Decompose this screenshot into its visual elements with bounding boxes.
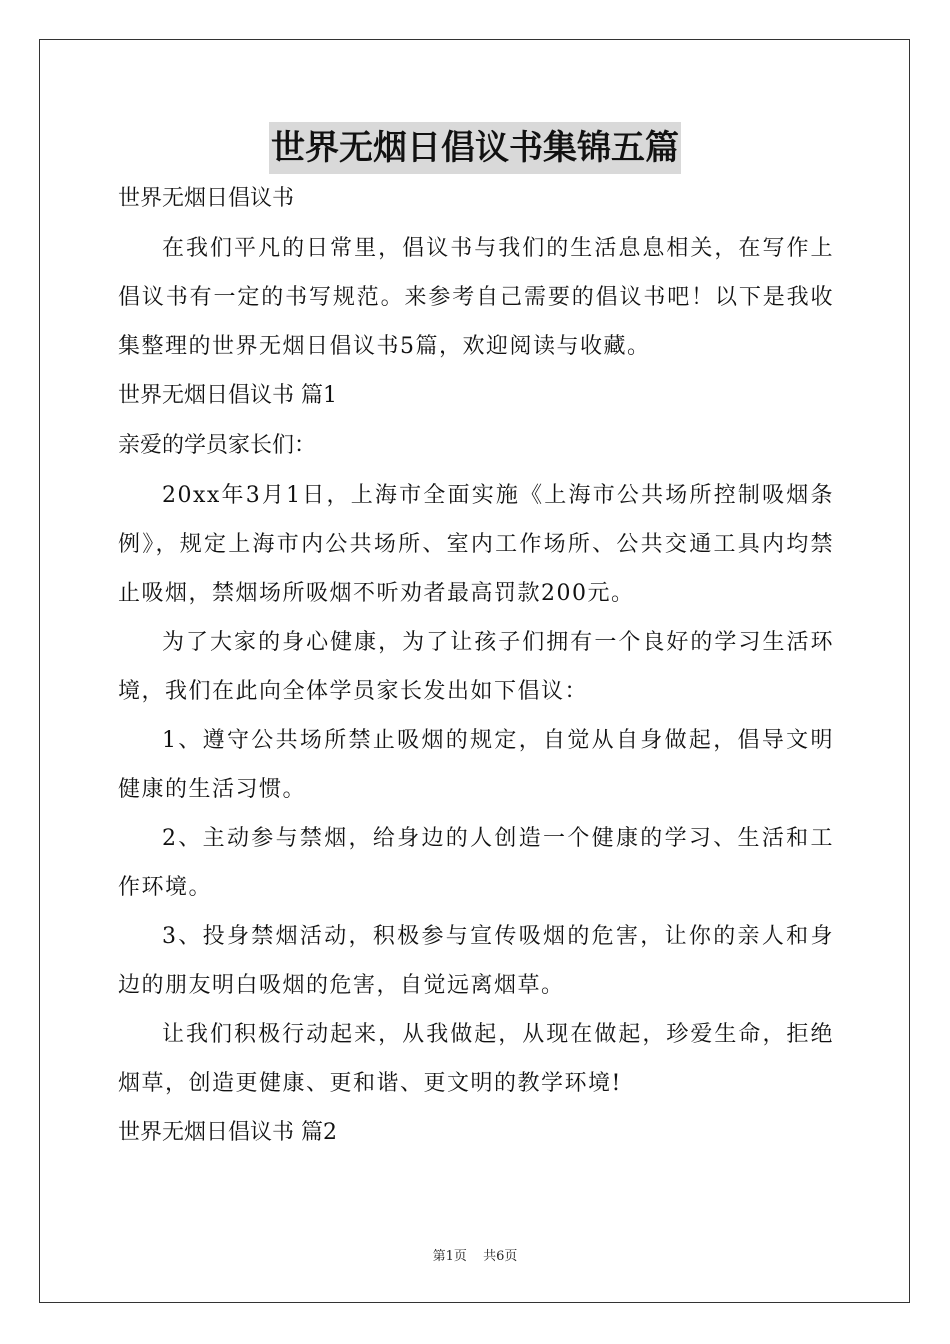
closing-paragraph: 让我们积极行动起来，从我做起，从现在做起，珍爱生命，拒绝烟草，创造更健康、更和谐、更文明的教学环境! — [118, 1022, 834, 1096]
proposal-item-2: 2、主动参与禁烟，给身边的人创造一个健康的学习、生活和工作环境。 — [118, 826, 834, 900]
proposal-item-1: 1、遵守公共场所禁止吸烟的规定，自觉从自身做起，倡导文明健康的生活习惯。 — [118, 728, 834, 802]
section-heading-part1: 世界无烟日倡议书 篇1 — [118, 383, 337, 408]
document-title: 世界无烟日倡议书集锦五篇 — [269, 122, 681, 174]
body-paragraph: 为了大家的身心健康，为了让孩子们拥有一个良好的学习生活环境，我们在此向全体学员家长发出如下倡议： — [118, 630, 834, 704]
title-wrap — [0, 122, 950, 174]
section-heading: 世界无烟日倡议书 — [118, 186, 295, 211]
page-number: 第1页 — [432, 1249, 467, 1264]
section-heading-part2: 世界无烟日倡议书 篇2 — [118, 1120, 337, 1145]
salutation: 亲爱的学员家长们： — [118, 433, 317, 458]
page-footer — [0, 1245, 950, 1264]
page-total: 共6页 — [483, 1249, 518, 1264]
proposal-item-3: 3、投身禁烟活动，积极参与宣传吸烟的危害，让你的亲人和身边的朋友明白吸烟的危害，自觉远离烟草。 — [118, 924, 834, 998]
intro-paragraph: 在我们平凡的日常里，倡议书与我们的生活息息相关，在写作上倡议书有一定的书写规范。来参考自己需要的倡议书吧！以下是我收集整理的世界无烟日倡议书5篇，欢迎阅读与收藏。 — [118, 236, 834, 359]
document-body — [118, 174, 834, 1158]
body-paragraph: 20xx年3月1日，上海市全面实施《上海市公共场所控制吸烟条例》，规定上海市内公共场所、室内工作场所、公共交通工具内均禁止吸烟，禁烟场所吸烟不听劝者最高罚款200元。 — [118, 483, 834, 606]
